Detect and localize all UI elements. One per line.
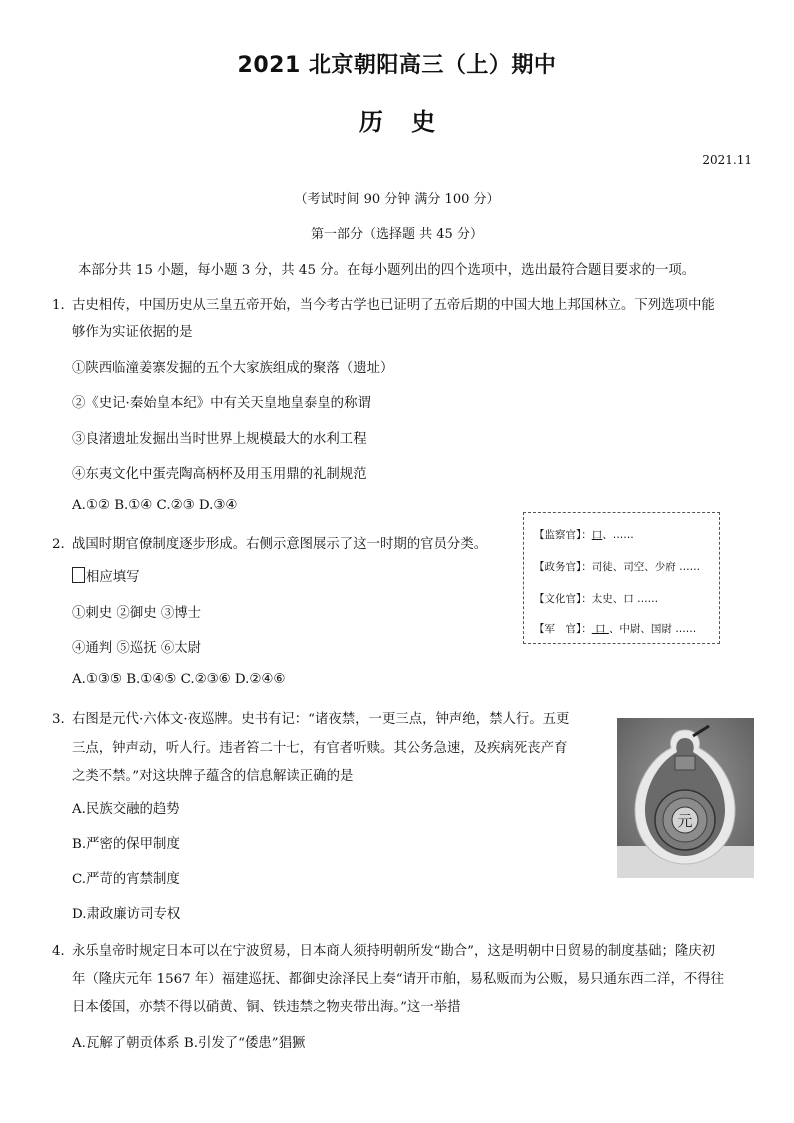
question-1-item: ①陕西临潼姜寨发掘的五个大家族组成的聚落（遗址）	[72, 361, 394, 376]
question-1-item: ④东夷文化中蛋壳陶高柄杯及用玉用鼎的礼制规范	[72, 467, 367, 482]
diagram-row-administrative: 【政务官】：司徒、司空、少府 ……	[534, 561, 701, 573]
plaque-image	[617, 718, 754, 878]
question-4-number: 4．	[52, 944, 74, 959]
instructions: 本部分共 15 小题，每小题 3 分，共 45 分。在每小题列出的四个选项中，选出最符合题目要求的一项。	[78, 263, 696, 278]
question-1-stem-line-1: 古史相传，中国历史从三皇五帝开始，当今考古学也已证明了五帝后期的中国大地上邦国林立。下列选项中能	[72, 298, 715, 313]
question-2-stem-line-2	[72, 566, 140, 585]
night-patrol-plaque-photo	[617, 718, 754, 878]
diagram-row-military: 【军 官】： 口 、中尉、国尉 ……	[534, 623, 697, 635]
question-2-choices: A.①③⑤ B.①④⑤ C.②③⑥ D.②④⑥	[72, 672, 286, 687]
question-3-option-d: D.肃政廉访司专权	[72, 907, 181, 922]
question-1-number: 1．	[52, 298, 74, 313]
question-3-stem-line-3: 之类不禁。”对这块牌子蕴含的信息解读正确的是	[72, 769, 354, 784]
question-3-option-a: A.民族交融的趋势	[72, 802, 180, 817]
question-1-stem-line-2: 够作为实证依据的是	[72, 325, 193, 340]
question-2-stem-line-1: 战国时期官僚制度逐步形成。右侧示意图展示了这一时期的官员分类。	[72, 537, 488, 552]
official-classification-diagram	[523, 512, 720, 644]
diagram-row-cultural: 【文化官】：太史、口 ……	[534, 593, 659, 605]
answer-box-icon	[72, 567, 85, 583]
subject-heading: 历 史	[358, 108, 436, 136]
question-3-stem-line-2: 三点，钟声动，听人行。违者笞二十七，有官者听赎。其公务急速，及疾病死丧产育	[72, 741, 568, 756]
question-4-stem-line-2: 年（隆庆元年 1567 年）福建巡抚、都御史涂泽民上奏“请开市舶，易私贩而为公贩，易只通东西二洋，不得往	[72, 972, 725, 987]
question-2-items-row: ①刺史 ②御史 ③博士	[72, 606, 202, 621]
question-3-option-b: B.严密的保甲制度	[72, 837, 180, 852]
question-1-item: ③良渚遗址发掘出当时世界上规模最大的水利工程	[72, 432, 367, 447]
plaque-glyph: 元	[677, 812, 693, 830]
exam-info: （考试时间 90 分钟 满分 100 分）	[294, 192, 500, 207]
part-heading: 第一部分（选择题 共 45 分）	[311, 227, 483, 242]
question-4-stem-line-3: 日本倭国，亦禁不得以硝黄、铜、铁违禁之物夹带出海。”这一举措	[72, 1000, 461, 1015]
question-2-items-row: ④通判 ⑤巡抚 ⑥太尉	[72, 641, 202, 656]
question-1-item: ②《史记·秦始皇本纪》中有关天皇地皇泰皇的称谓	[72, 396, 371, 411]
question-2-fill-text: 相应填写	[86, 570, 140, 585]
question-4-choices: A.瓦解了朝贡体系 B.引发了“倭患”猖獗	[72, 1036, 306, 1051]
exam-date: 2021.11	[702, 153, 752, 167]
question-3-option-c: C.严苛的宵禁制度	[72, 872, 180, 887]
page-title: 2021 北京朝阳高三（上）期中	[237, 53, 557, 78]
diagram-row-supervisory: 【监察官】：口、……	[534, 529, 634, 541]
question-1-choices: A.①② B.①④ C.②③ D.③④	[72, 498, 238, 513]
question-4-stem-line-1: 永乐皇帝时规定日本可以在宁波贸易，日本商人须持明朝所发“勘合”，这是明朝中日贸易的制度基础；隆庆初	[72, 944, 716, 959]
question-3-stem-line-1: 右图是元代·六体文·夜巡牌。史书有记：“诸夜禁，一更三点，钟声绝，禁人行。五更	[72, 712, 570, 727]
question-2-number: 2．	[52, 537, 74, 552]
question-3-number: 3．	[52, 712, 74, 727]
